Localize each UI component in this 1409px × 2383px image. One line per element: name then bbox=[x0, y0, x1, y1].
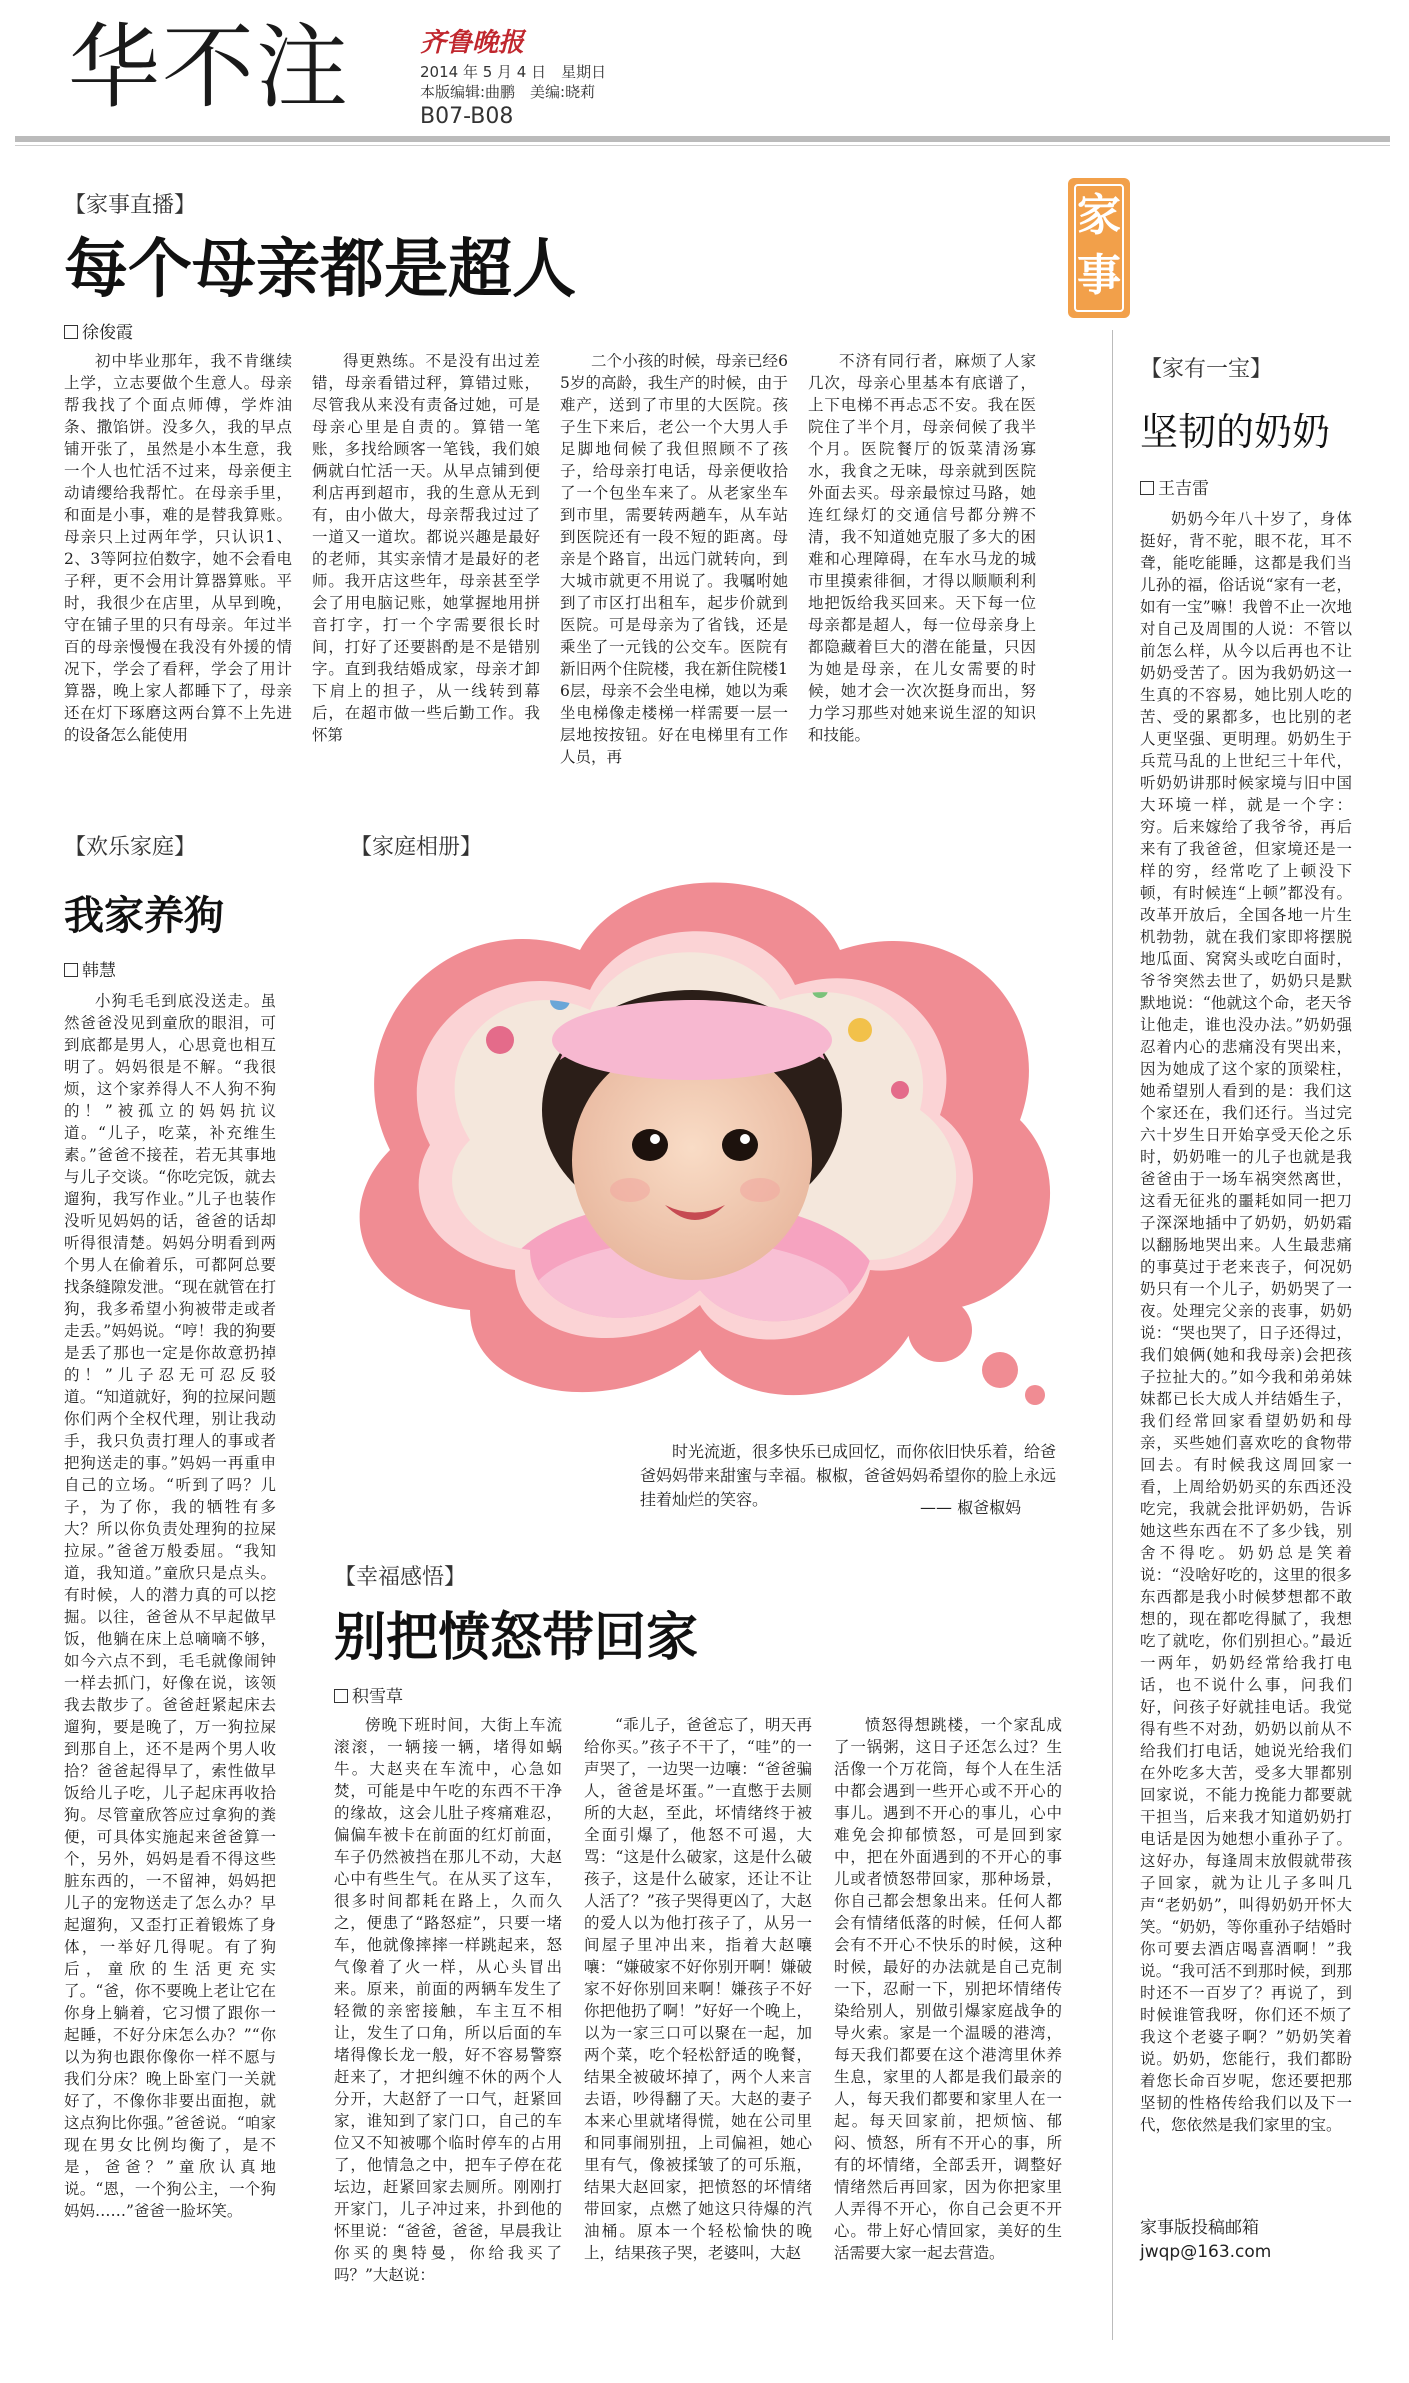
grandma-article-byline: 王吉雷 bbox=[1140, 474, 1209, 499]
issue-info bbox=[420, 62, 606, 102]
main-article-col-4: 不济有同行者，麻烦了人家几次，母亲心里基本有底谱了，上下电梯不再忐忑不安。我在医院住了半个月，母亲伺候了我半个月。医院餐厅的饭菜清汤寡水，我食之无味，母亲就到医院外面去买。母亲最惊过马路，她连红绿灯的交通信号都分辨不清，我不知道她克服了多大的困难和心理障碍，在车水马龙的城市里摸索徘徊，才得以顺顺利利地把饭给我买回来。天下每一位母亲都是超人，每一位母亲身上都隐藏着巨大的潜在能量，只因为她是母亲，在儿女需要的时候，她才会一次次挺身而出，努力学习那些对她来说生涩的知识和技能。 bbox=[808, 352, 1036, 744]
header-rule-thin bbox=[15, 145, 1390, 146]
mailbox-info bbox=[1140, 2216, 1271, 2264]
anger-article-col-1: 傍晚下班时间，大街上车流滚滚，一辆接一辆，堵得如蜗牛。大赵夹在车流中，心急如焚，可能是中午吃的东西不干净的缘故，这会儿肚子疼痛难忍，偏偏车被卡在前面的红灯前面，车子仍然被挡在那儿不动，大赵心中有些生气。在从买了这车，很多时间都耗在路上，久而久之，便患了“路怒症”，只要一堵车，他就像摔摔一样跳起来，怒气像着了火一样，从心头冒出来。原来，前面的两辆车发生了轻微的亲密接触，车主互不相让，发生了口角，所以后面的车堵得像长龙一般，好不容易警察赶来了，才把纠缠不休的两个人分开，大赵舒了一口气，赶紧回家，谁知到了家门口，自己的车位又不知被哪个临时停车的占用了，他情急之中，把车子停在花坛边，赶紧回家去厕所。刚刚打开家门，儿子冲过来，扑到他的怀里说：“爸爸，爸爸，早晨我让你买的奥特曼，你给我买了吗？”大赵说： bbox=[334, 1716, 562, 2284]
bubble-large bbox=[908, 1298, 972, 1362]
grandma-article-body: 奶奶今年八十岁了，身体挺好，背不驼，眼不花，耳不聋，能吃能睡，这都是我们当儿孙的福，俗话说“家有一老，如有一宝”嘛！我曾不止一次地对自己及周围的人说：不管以前怎么样，从今以后再也不让奶奶受苦了。因为我奶奶这一生真的不容易，她比别人吃的苦、受的累都多，也比别的老人更坚强、更明理。奶奶生于兵荒马乱的上世纪三十年代，听奶奶讲那时候家境与旧中国大环境一样，就是一个字：穷。后来嫁给了我爷爷，再后来有了我爸爸，但家境还是一样的穷，经常吃了上顿没下顿，有时候连“上顿”都没有。改革开放后，全国各地一片生机勃勃，就在我们家即将摆脱地瓜面、窝窝头或吃白面时，爷爷突然去世了，奶奶只是默默地说：“他就这个命，老天爷让他走，谁也没办法。”奶奶强忍着内心的悲痛没有哭出来，因为她成了这个家的顶梁柱，她希望别人看到的是：我们这个家还在，我们还行。当过完六十岁生日开始享受天伦之乐时，奶奶唯一的儿子也就是我爸爸由于一场车祸突然离世，这看无征兆的噩耗如同一把刀子深深地插中了奶奶，奶奶霜以翻肠地哭出来。人生最悲痛的事莫过于老来丧子，何况奶奶只有一个儿子，奶奶哭了一夜。处理完父亲的丧事，奶奶说：“哭也哭了，日子还得过，我们娘俩(她和我母亲)会把孩子拉扯大的。”如今我和弟弟妹妹都已长大成人并结婚生子，我们经常回家看望奶奶和母亲，买些她们喜欢吃的食物带回去。有时候我这周回家一看，上周给奶奶买的东西还没吃完，我就会批评奶奶，告诉她这些东西在不了多少钱，别舍不得吃。奶奶总是笑着说：“没啥好吃的，这里的很多东西都是我小时候梦想都不敢想的，现在都吃得腻了，我想吃了就吃，你们别担心。”最近一两年，奶奶经常给我打电话，也不说什么事，问我们好，问孩子好就挂电话。我觉得有些不对劲，奶奶以前从不给我们打电话，她说光给我们在外吃多大苦，受多大罪都别回家说，不能力挽能力都要就干担当，后来我才知道奶奶打电话是因为她想小重孙子了。这好办，每逢周末放假就带孩子回家，就为让儿子多叫几声“老奶奶”，叫得奶奶开怀大笑。“奶奶，等你重孙子结婚时你可要去酒店喝喜酒啊！”我说。“我可活不到那时候，到那时还不一百岁了？再说了，到时候谁管我呀，你们还不烦了我这个老婆子啊？”奶奶笑着说。奶奶，您能行，我们都盼着您长命百岁呢，您还要把那坚韧的性格传给我们以及下一代，您依然是我们家里的宝。 bbox=[1140, 510, 1352, 2134]
album-tag: 【家庭相册】 bbox=[350, 835, 483, 860]
anger-article-headline: 别把愤怒带回家 bbox=[334, 1608, 699, 1668]
main-article-tag: 【家事直播】 bbox=[64, 193, 197, 218]
mailbox-email[interactable]: jwqp@163.com bbox=[1140, 2242, 1272, 2262]
newspaper-logo: 齐鲁晚报 bbox=[420, 28, 525, 58]
anger-article-tag: 【幸福感悟】 bbox=[334, 1565, 467, 1590]
header-rule bbox=[15, 136, 1390, 142]
main-article-col-2: 得更熟练。不是没有出过差错，母亲看错过秤，算错过账，尽管我从来没有责备过她，可是母亲心里是自责的。算错一笔账，多找给顾客一笔钱，我们娘俩就白忙活一天。从早点铺到便利店再到超市，我的生意从无到有，由小做大，母亲帮我过过了一道又一道坎。都说兴趣是最好的老师，其实亲情才是最好的老师。我开店这些年，母亲甚至学会了用电脑记账，她掌握地用拼音打字，打一个字需要很长时间，打好了还要斟酌是不是错别字。直到我结婚成家，母亲才卸下肩上的担子，从一线转到幕后，在超市做一些后勤工作。我怀第 bbox=[312, 352, 540, 744]
bubble-small bbox=[1025, 1385, 1045, 1405]
grandma-article-tag: 【家有一宝】 bbox=[1140, 357, 1273, 382]
section-title: 华不注 bbox=[68, 14, 351, 121]
main-article-headline: 每个母亲都是超人 bbox=[64, 233, 576, 307]
album-caption: 时光流逝，很多快乐已成回忆，而你依旧快乐着，给爸爸妈妈带来甜蜜与幸福。椒椒，爸爸妈妈希望你的脸上永远挂着灿烂的笑容。 bbox=[640, 1442, 1057, 1509]
grandma-article-headline: 坚韧的奶奶 bbox=[1140, 410, 1331, 454]
anger-article-col-3: 愤怒得想跳楼，一个家乱成了一锅粥，这日子还怎么过？生活像一个万花筒，每个人在生活中都会遇到一些开心或不开心的事儿。遇到不开心的事儿，心中难免会抑郁愤怒，可是回到家中，把在外面遇到的不开心的事儿或者愤怒带回家，那种场景，你自己都会想象出来。任何人都会有情绪低落的时候，任何人都会有不开心不快乐的时候，这种时候，最好的办法就是自己克制一下，忍耐一下，别把坏情绪传染给别人，别做引爆家庭战争的导火索。家是一个温暖的港湾，每天我们都要在这个港湾里休养生息，家里的人都是我们最亲的人，每天我们都要和家里人在一起。每天回家前，把烦恼、郁闷、愤怒，所有不开心的事，所有的坏情绪，全部丢开，调整好情绪然后再回家，因为你把家里人弄得不开心，你自己会更不开心。带上好心情回家，美好的生活需要大家一起去营造。 bbox=[834, 1716, 1062, 2262]
dog-article-tag: 【欢乐家庭】 bbox=[64, 835, 197, 860]
section-badge-label: 家事 bbox=[1074, 184, 1124, 312]
anger-article-col-2: “乖儿子，爸爸忘了，明天再给你买。”孩子不干了，“哇”的一声哭了，一边哭一边嚷：“爸爸骗人，爸爸是坏蛋。”一直憋于去厕所的大赵，至此，坏情绪终于被全面引爆了，他怒不可遏，大骂：“这是什么破家，这是什么破孩子，这是什么破家，还让不让人活了？”孩子哭得更凶了，大赵的爱人以为他打孩子了，从另一间屋子里冲出来，指着大赵嚷嚷：“嫌破家不好你别开啊！嫌破家不好你别回来啊！嫌孩子不好你把他扔了啊！”好好一个晚上，以为一家三口可以聚在一起，加两个菜，吃个轻松舒适的晚餐，结果全被破坏掉了，两个人来言去语，吵得翻了天。大赵的妻子本来心里就堵得慌，她在公司里和同事闹别扭，上司偏袒，她心里有气，像被揉皱了的可乐瓶，结果大赵回家，把愤怒的坏情绪带回家，点燃了她这只待爆的汽油桶。原本一个轻松愉快的晚上，结果孩子哭，老婆叫，大赵 bbox=[584, 1716, 812, 2262]
mailbox-title: 家事版投稿邮箱 bbox=[1140, 2218, 1259, 2238]
issue-editors: 本版编辑:曲鹏 美编:晓莉 bbox=[420, 83, 596, 101]
issue-date: 2014 年 5 月 4 日 星期日 bbox=[420, 63, 607, 81]
album-credit: —— 椒爸椒妈 bbox=[920, 1498, 1022, 1517]
main-article-col-3: 二个小孩的时候，母亲已经65岁的高龄，我生产的时候，由于难产，送到了市里的大医院。孩子生下来后，老公一个大男人手足脚地伺候了我但照顾不了孩子，给母亲打电话，母亲便收拾了一个包坐车来了。从老家坐车到市里，需要转两趟车，从车站到医院还有一段不短的距离。母亲是个路盲，出远门就转向，到大城市就更不用说了。我嘱咐她到了市区打出租车，起步价就到医院。可是母亲为了省钱，还是乘坐了一元钱的公交车。医院有新旧两个住院楼，我在新住院楼16层，母亲不会坐电梯，她以为乘坐电梯像走楼梯一样需要一层一层地按按钮。好在电梯里有工作人员，再 bbox=[560, 352, 788, 766]
column-divider bbox=[1112, 330, 1113, 2340]
main-article-col-1: 初中毕业那年，我不肯继续上学，立志要做个生意人。母亲帮我找了个面点师傅，学炸油条、撒馅饼。没多久，我的早点铺开张了，虽然是小本生意，我一个人也忙活不过来，母亲便主动请缨给我帮忙。在母亲手里，和面是小事，难的是替我算账。母亲只上过两年学，只认识1、2、3等阿拉伯数字，她不会看电子秤，更不会用计算器算账。平时，我很少在店里，从早到晚，守在铺子里的只有母亲。年过半百的母亲慢慢在我没有外援的情况下，学会了看秤，学会了用计算器，晚上家人都睡下了，母亲还在灯下琢磨这两台算不上先进的设备怎么能使用 bbox=[64, 352, 292, 744]
anger-article-byline: 积雪草 bbox=[334, 1682, 403, 1707]
dog-article-headline: 我家养狗 bbox=[64, 893, 224, 939]
dog-article-byline: 韩慧 bbox=[64, 956, 116, 981]
page-range: B07-B08 bbox=[420, 104, 514, 129]
main-article-byline: 徐俊霞 bbox=[64, 318, 133, 343]
bubble-medium bbox=[982, 1352, 1018, 1388]
dog-article-body: 小狗毛毛到底没送走。虽然爸爸没见到童欣的眼泪，可到底都是男人，心思竟也相互明了。妈妈很是不解。“我很烦，这个家养得人不人狗不狗的！”被孤立的妈妈抗议道。“儿子，吃菜，补充维生素。”爸爸不接茬，若无其事地与儿子交谈。“你吃完饭，就去遛狗，我写作业。”儿子也装作没听见妈妈的话，爸爸的话却听得很清楚。妈妈分明看到两个男人在偷着乐，可都阿总要找条缝隙发泄。“现在就管在打狗，我多希望小狗被带走或者走丢。”妈妈说。“哼！我的狗要是丢了那也一定是你故意扔掉的！”儿子忍无可忍反驳道。“知道就好，狗的拉屎问题你们两个全权代理，别让我动手，我只负责打理人的事或者把狗送走的事。”妈妈一再重申自己的立场。“听到了吗？儿子，为了你，我的牺牲有多大？所以你负责处理狗的拉屎拉尿。”爸爸万般委屈。“我知道，我知道。”童欣只是点头。有时候，人的潜力真的可以挖掘。以往，爸爸从不早起做早饭，他躺在床上总嘀嘀不够，如今六点不到，毛毛就像闹钟一样去抓门，好像在说，该领我去散步了。爸爸赶紧起床去遛狗，要是晚了，万一狗拉屎到那自上，还不是两个男人收拾？爸爸起得早了，索性做早饭给儿子吃，儿子起床再收拾狗。尽管童欣答应过拿狗的粪便，可具体实施起来爸爸算一个，另外，妈妈是看不得这些脏东西的，一不留神，妈妈把儿子的宠物送走了怎么办？早起遛狗，又歪打正着锻炼了身体，一举好几得呢。有了狗后，童欣的生活更充实了。“爸，你不要晚上老让它在你身上躺着，它习惯了跟你一起睡，不好分床怎么办？”“你以为狗也跟你像你一样不愿与我们分床？晚上卧室门一关就好了，不像你非要出面抱，就这点狗比你强。”爸爸说。“咱家现在男女比例均衡了，是不是，爸爸？”童欣认真地说。“恩，一个狗公主，一个狗妈妈……”爸爸一脸坏笑。 bbox=[64, 992, 276, 2220]
photo-flower-frame bbox=[300, 860, 1080, 1420]
